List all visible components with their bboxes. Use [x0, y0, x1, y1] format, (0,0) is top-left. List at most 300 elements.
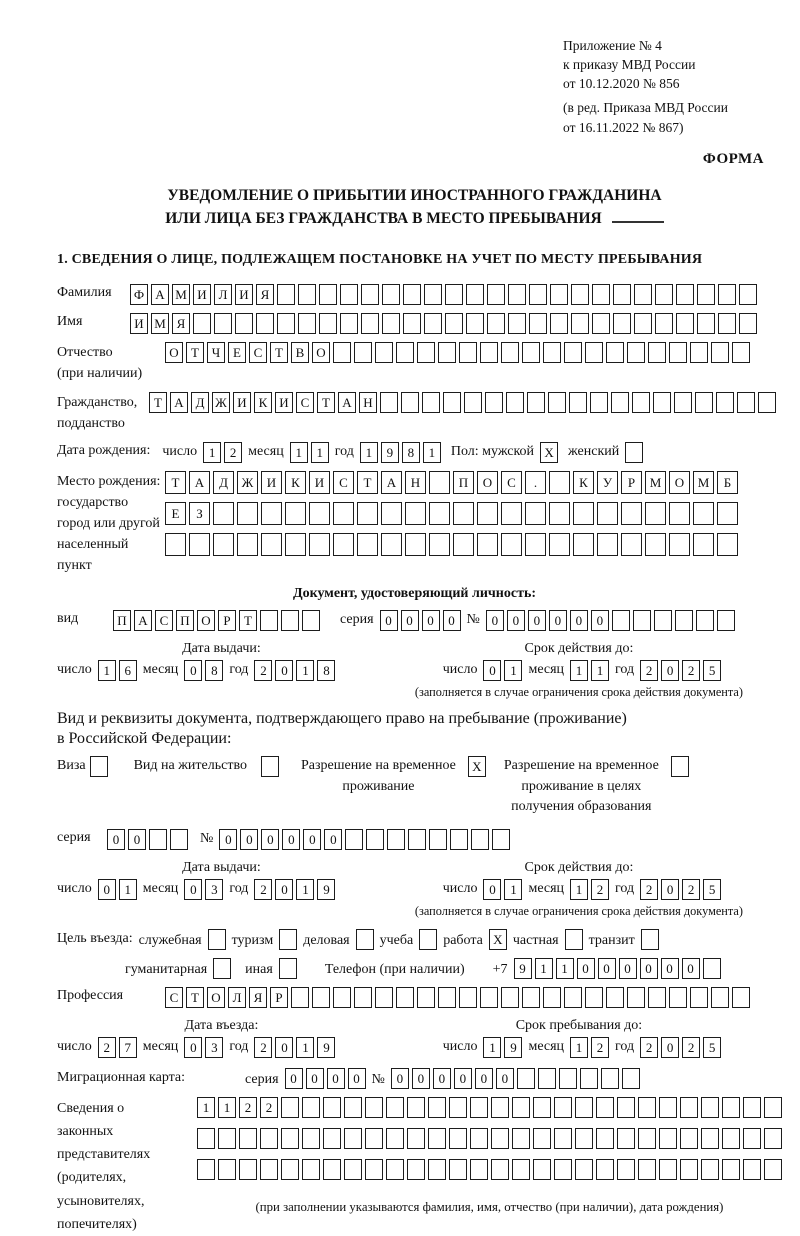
char-box[interactable] — [319, 284, 337, 305]
char-box[interactable]: 0 — [640, 958, 658, 979]
char-box[interactable] — [477, 502, 498, 525]
char-box[interactable]: 8 — [205, 660, 223, 681]
char-box[interactable]: 2 — [640, 879, 658, 900]
char-box[interactable]: А — [151, 284, 169, 305]
char-box[interactable]: О — [312, 342, 330, 363]
char-box[interactable] — [429, 471, 450, 494]
char-box[interactable]: П — [176, 610, 194, 631]
char-box[interactable] — [149, 829, 167, 850]
char-box[interactable] — [466, 313, 484, 334]
char-box[interactable] — [428, 1097, 446, 1118]
char-box[interactable] — [543, 987, 561, 1008]
char-box[interactable]: 8 — [402, 442, 420, 463]
char-box[interactable]: Ж — [212, 392, 230, 413]
char-box[interactable]: Ч — [207, 342, 225, 363]
char-box[interactable] — [533, 1159, 551, 1180]
char-box[interactable]: Л — [214, 284, 232, 305]
char-box[interactable]: 1 — [504, 660, 522, 681]
char-box[interactable] — [701, 1159, 719, 1180]
char-box[interactable] — [424, 284, 442, 305]
char-box[interactable]: 1 — [423, 442, 441, 463]
char-box[interactable] — [386, 1128, 404, 1149]
char-box[interactable]: О — [165, 342, 183, 363]
char-box[interactable] — [344, 1159, 362, 1180]
char-box[interactable] — [239, 1159, 257, 1180]
char-box[interactable]: 0 — [275, 660, 293, 681]
char-box[interactable] — [633, 610, 651, 631]
char-box[interactable] — [453, 533, 474, 556]
char-box[interactable] — [387, 829, 405, 850]
char-box[interactable]: Т — [357, 471, 378, 494]
char-box[interactable] — [424, 313, 442, 334]
char-box[interactable]: 0 — [303, 829, 321, 850]
char-box[interactable] — [693, 533, 714, 556]
char-box[interactable] — [549, 502, 570, 525]
char-box[interactable]: 3 — [205, 1037, 223, 1058]
char-box[interactable] — [764, 1128, 782, 1149]
char-box[interactable] — [260, 1159, 278, 1180]
char-box[interactable] — [590, 392, 608, 413]
char-box[interactable] — [90, 756, 108, 777]
char-box[interactable] — [218, 1159, 236, 1180]
char-box[interactable]: С — [501, 471, 522, 494]
char-box[interactable] — [213, 502, 234, 525]
char-box[interactable] — [533, 1097, 551, 1118]
char-box[interactable]: Т — [165, 471, 186, 494]
char-box[interactable]: 5 — [703, 660, 721, 681]
char-box[interactable] — [405, 502, 426, 525]
char-box[interactable] — [638, 1128, 656, 1149]
char-box[interactable] — [654, 610, 672, 631]
char-box[interactable]: М — [151, 313, 169, 334]
char-box[interactable] — [690, 987, 708, 1008]
char-box[interactable]: Т — [317, 392, 335, 413]
char-box[interactable]: 0 — [184, 660, 202, 681]
char-box[interactable] — [573, 502, 594, 525]
char-box[interactable]: 9 — [317, 1037, 335, 1058]
char-box[interactable] — [585, 342, 603, 363]
char-box[interactable] — [261, 756, 279, 777]
char-box[interactable] — [550, 313, 568, 334]
char-box[interactable] — [193, 313, 211, 334]
char-box[interactable]: 0 — [285, 1068, 303, 1089]
char-box[interactable]: 1 — [311, 442, 329, 463]
char-box[interactable] — [165, 533, 186, 556]
char-box[interactable]: 2 — [254, 660, 272, 681]
char-box[interactable] — [170, 829, 188, 850]
char-box[interactable] — [214, 313, 232, 334]
char-box[interactable] — [365, 1097, 383, 1118]
char-box[interactable]: 0 — [661, 660, 679, 681]
char-box[interactable]: 1 — [218, 1097, 236, 1118]
char-box[interactable] — [365, 1159, 383, 1180]
char-box[interactable] — [565, 929, 583, 950]
char-box[interactable] — [477, 533, 498, 556]
char-box[interactable]: Т — [186, 987, 204, 1008]
char-box[interactable] — [344, 1097, 362, 1118]
char-box[interactable]: 1 — [570, 879, 588, 900]
char-box[interactable]: 0 — [107, 829, 125, 850]
char-box[interactable] — [659, 1159, 677, 1180]
char-box[interactable] — [323, 1097, 341, 1118]
char-box[interactable]: М — [645, 471, 666, 494]
char-box[interactable]: 5 — [703, 879, 721, 900]
char-box[interactable]: 0 — [661, 879, 679, 900]
char-box[interactable]: 0 — [128, 829, 146, 850]
char-box[interactable] — [438, 342, 456, 363]
char-box[interactable] — [617, 1159, 635, 1180]
char-box[interactable] — [585, 987, 603, 1008]
char-box[interactable] — [543, 342, 561, 363]
char-box[interactable] — [281, 1159, 299, 1180]
char-box[interactable]: 0 — [454, 1068, 472, 1089]
char-box[interactable]: И — [235, 284, 253, 305]
char-box[interactable] — [487, 284, 505, 305]
char-box[interactable] — [375, 342, 393, 363]
char-box[interactable] — [323, 1128, 341, 1149]
char-box[interactable] — [501, 342, 519, 363]
char-box[interactable] — [671, 756, 689, 777]
char-box[interactable]: 0 — [324, 829, 342, 850]
char-box[interactable] — [323, 1159, 341, 1180]
char-box[interactable]: О — [197, 610, 215, 631]
char-box[interactable] — [333, 533, 354, 556]
char-box[interactable]: В — [291, 342, 309, 363]
char-box[interactable] — [739, 313, 757, 334]
char-box[interactable]: Т — [186, 342, 204, 363]
char-box[interactable] — [281, 1097, 299, 1118]
char-box[interactable] — [429, 533, 450, 556]
char-box[interactable] — [655, 284, 673, 305]
char-box[interactable] — [382, 313, 400, 334]
char-box[interactable]: 2 — [254, 1037, 272, 1058]
char-box[interactable]: 0 — [443, 610, 461, 631]
char-box[interactable] — [625, 442, 643, 463]
char-box[interactable]: 3 — [205, 879, 223, 900]
char-box[interactable] — [722, 1128, 740, 1149]
char-box[interactable] — [638, 1159, 656, 1180]
char-box[interactable]: Е — [228, 342, 246, 363]
char-box[interactable] — [380, 392, 398, 413]
char-box[interactable]: 0 — [184, 1037, 202, 1058]
char-box[interactable]: 0 — [591, 610, 609, 631]
char-box[interactable] — [506, 392, 524, 413]
char-box[interactable] — [285, 502, 306, 525]
char-box[interactable] — [285, 533, 306, 556]
char-box[interactable] — [302, 610, 320, 631]
char-box[interactable] — [396, 342, 414, 363]
char-box[interactable] — [711, 342, 729, 363]
char-box[interactable]: О — [207, 987, 225, 1008]
char-box[interactable]: Я — [249, 987, 267, 1008]
char-box[interactable] — [701, 1128, 719, 1149]
char-box[interactable] — [403, 284, 421, 305]
char-box[interactable] — [522, 342, 540, 363]
char-box[interactable] — [401, 392, 419, 413]
char-box[interactable] — [375, 987, 393, 1008]
char-box[interactable] — [429, 829, 447, 850]
char-box[interactable] — [690, 342, 708, 363]
char-box[interactable] — [428, 1128, 446, 1149]
char-box[interactable]: 1 — [98, 660, 116, 681]
char-box[interactable]: X — [468, 756, 486, 777]
char-box[interactable] — [501, 502, 522, 525]
char-box[interactable] — [638, 1097, 656, 1118]
char-box[interactable] — [675, 610, 693, 631]
char-box[interactable] — [408, 829, 426, 850]
char-box[interactable] — [239, 1128, 257, 1149]
char-box[interactable]: А — [189, 471, 210, 494]
char-box[interactable]: 0 — [261, 829, 279, 850]
char-box[interactable]: 9 — [504, 1037, 522, 1058]
char-box[interactable]: 1 — [535, 958, 553, 979]
char-box[interactable] — [470, 1097, 488, 1118]
char-box[interactable]: 0 — [682, 958, 700, 979]
char-box[interactable]: К — [254, 392, 272, 413]
char-box[interactable]: О — [669, 471, 690, 494]
char-box[interactable] — [695, 392, 713, 413]
char-box[interactable]: И — [233, 392, 251, 413]
char-box[interactable] — [617, 1128, 635, 1149]
char-box[interactable] — [680, 1159, 698, 1180]
char-box[interactable] — [693, 502, 714, 525]
char-box[interactable] — [333, 987, 351, 1008]
char-box[interactable] — [732, 342, 750, 363]
char-box[interactable] — [344, 1128, 362, 1149]
char-box[interactable] — [696, 610, 714, 631]
char-box[interactable] — [260, 1128, 278, 1149]
char-box[interactable] — [564, 342, 582, 363]
char-box[interactable]: Н — [359, 392, 377, 413]
char-box[interactable] — [764, 1159, 782, 1180]
char-box[interactable] — [218, 1128, 236, 1149]
char-box[interactable]: . — [525, 471, 546, 494]
char-box[interactable] — [333, 502, 354, 525]
char-box[interactable]: Р — [218, 610, 236, 631]
char-box[interactable] — [302, 1128, 320, 1149]
char-box[interactable] — [680, 1128, 698, 1149]
char-box[interactable]: 0 — [240, 829, 258, 850]
char-box[interactable]: 2 — [640, 660, 658, 681]
char-box[interactable]: 0 — [619, 958, 637, 979]
char-box[interactable]: 9 — [317, 879, 335, 900]
char-box[interactable]: И — [275, 392, 293, 413]
char-box[interactable]: Б — [717, 471, 738, 494]
char-box[interactable] — [592, 313, 610, 334]
char-box[interactable] — [491, 1097, 509, 1118]
char-box[interactable]: 0 — [98, 879, 116, 900]
char-box[interactable] — [508, 284, 526, 305]
char-box[interactable] — [501, 533, 522, 556]
char-box[interactable] — [386, 1159, 404, 1180]
char-box[interactable] — [354, 987, 372, 1008]
char-box[interactable] — [669, 987, 687, 1008]
char-box[interactable] — [732, 987, 750, 1008]
char-box[interactable]: 0 — [483, 660, 501, 681]
char-box[interactable] — [279, 929, 297, 950]
char-box[interactable] — [386, 1097, 404, 1118]
char-box[interactable]: А — [134, 610, 152, 631]
char-box[interactable]: М — [693, 471, 714, 494]
char-box[interactable] — [480, 987, 498, 1008]
char-box[interactable]: Т — [149, 392, 167, 413]
char-box[interactable]: С — [155, 610, 173, 631]
char-box[interactable]: 0 — [661, 958, 679, 979]
char-box[interactable] — [564, 987, 582, 1008]
char-box[interactable] — [611, 392, 629, 413]
char-box[interactable]: 1 — [570, 660, 588, 681]
char-box[interactable] — [529, 313, 547, 334]
char-box[interactable] — [722, 1097, 740, 1118]
char-box[interactable]: 1 — [483, 1037, 501, 1058]
char-box[interactable]: 0 — [486, 610, 504, 631]
char-box[interactable] — [597, 533, 618, 556]
char-box[interactable]: 9 — [514, 958, 532, 979]
char-box[interactable]: 1 — [119, 879, 137, 900]
char-box[interactable]: У — [597, 471, 618, 494]
char-box[interactable]: К — [573, 471, 594, 494]
char-box[interactable]: 7 — [119, 1037, 137, 1058]
char-box[interactable] — [596, 1128, 614, 1149]
char-box[interactable] — [508, 313, 526, 334]
char-box[interactable] — [357, 533, 378, 556]
char-box[interactable] — [645, 502, 666, 525]
char-box[interactable] — [669, 342, 687, 363]
char-box[interactable] — [701, 1097, 719, 1118]
char-box[interactable] — [549, 533, 570, 556]
char-box[interactable] — [592, 284, 610, 305]
char-box[interactable] — [261, 533, 282, 556]
char-box[interactable]: 0 — [598, 958, 616, 979]
char-box[interactable] — [743, 1097, 761, 1118]
char-box[interactable]: Р — [270, 987, 288, 1008]
char-box[interactable] — [361, 284, 379, 305]
char-box[interactable] — [512, 1128, 530, 1149]
char-box[interactable]: 1 — [591, 660, 609, 681]
char-box[interactable]: 0 — [282, 829, 300, 850]
char-box[interactable] — [680, 1097, 698, 1118]
char-box[interactable] — [445, 284, 463, 305]
char-box[interactable]: 2 — [591, 879, 609, 900]
char-box[interactable] — [575, 1159, 593, 1180]
char-box[interactable] — [634, 313, 652, 334]
char-box[interactable]: X — [540, 442, 558, 463]
char-box[interactable] — [653, 392, 671, 413]
char-box[interactable] — [382, 284, 400, 305]
char-box[interactable] — [356, 929, 374, 950]
char-box[interactable] — [512, 1097, 530, 1118]
char-box[interactable] — [312, 987, 330, 1008]
char-box[interactable]: Я — [256, 284, 274, 305]
char-box[interactable]: 2 — [682, 660, 700, 681]
char-box[interactable] — [407, 1128, 425, 1149]
char-box[interactable] — [743, 1128, 761, 1149]
char-box[interactable] — [340, 313, 358, 334]
char-box[interactable] — [197, 1128, 215, 1149]
char-box[interactable]: Д — [213, 471, 234, 494]
char-box[interactable]: 2 — [98, 1037, 116, 1058]
char-box[interactable] — [357, 502, 378, 525]
char-box[interactable] — [622, 1068, 640, 1089]
char-box[interactable]: П — [453, 471, 474, 494]
char-box[interactable]: 2 — [260, 1097, 278, 1118]
char-box[interactable]: А — [381, 471, 402, 494]
char-box[interactable]: 1 — [197, 1097, 215, 1118]
char-box[interactable] — [449, 1097, 467, 1118]
char-box[interactable] — [449, 1128, 467, 1149]
char-box[interactable] — [417, 342, 435, 363]
char-box[interactable]: И — [309, 471, 330, 494]
char-box[interactable] — [739, 284, 757, 305]
char-box[interactable] — [743, 1159, 761, 1180]
char-box[interactable] — [449, 1159, 467, 1180]
char-box[interactable] — [722, 1159, 740, 1180]
char-box[interactable] — [522, 987, 540, 1008]
char-box[interactable] — [674, 392, 692, 413]
char-box[interactable] — [429, 502, 450, 525]
char-box[interactable]: 2 — [591, 1037, 609, 1058]
char-box[interactable]: 0 — [496, 1068, 514, 1089]
char-box[interactable] — [365, 1128, 383, 1149]
char-box[interactable] — [354, 342, 372, 363]
char-box[interactable] — [718, 284, 736, 305]
char-box[interactable] — [237, 502, 258, 525]
char-box[interactable] — [648, 342, 666, 363]
char-box[interactable]: 0 — [570, 610, 588, 631]
char-box[interactable]: 0 — [391, 1068, 409, 1089]
char-box[interactable]: 0 — [433, 1068, 451, 1089]
char-box[interactable] — [632, 392, 650, 413]
char-box[interactable]: 2 — [239, 1097, 257, 1118]
char-box[interactable]: 0 — [275, 1037, 293, 1058]
char-box[interactable] — [612, 610, 630, 631]
char-box[interactable]: Р — [621, 471, 642, 494]
char-box[interactable] — [256, 313, 274, 334]
char-box[interactable]: З — [189, 502, 210, 525]
char-box[interactable]: 6 — [119, 660, 137, 681]
char-box[interactable]: 0 — [549, 610, 567, 631]
char-box[interactable]: 0 — [184, 879, 202, 900]
char-box[interactable] — [764, 1097, 782, 1118]
char-box[interactable] — [487, 313, 505, 334]
char-box[interactable] — [548, 392, 566, 413]
char-box[interactable] — [554, 1128, 572, 1149]
char-box[interactable] — [718, 313, 736, 334]
char-box[interactable]: 0 — [401, 610, 419, 631]
char-box[interactable] — [279, 958, 297, 979]
char-box[interactable] — [309, 533, 330, 556]
char-box[interactable]: С — [249, 342, 267, 363]
char-box[interactable] — [277, 284, 295, 305]
char-box[interactable] — [281, 610, 299, 631]
char-box[interactable]: 2 — [224, 442, 242, 463]
char-box[interactable]: 1 — [360, 442, 378, 463]
char-box[interactable] — [302, 1097, 320, 1118]
char-box[interactable] — [627, 987, 645, 1008]
char-box[interactable] — [298, 313, 316, 334]
char-box[interactable] — [422, 392, 440, 413]
char-box[interactable] — [237, 533, 258, 556]
char-box[interactable]: 0 — [219, 829, 237, 850]
char-box[interactable]: 0 — [483, 879, 501, 900]
char-box[interactable]: X — [489, 929, 507, 950]
char-box[interactable] — [492, 829, 510, 850]
char-box[interactable] — [501, 987, 519, 1008]
char-box[interactable]: И — [193, 284, 211, 305]
char-box[interactable]: 0 — [306, 1068, 324, 1089]
char-box[interactable] — [613, 313, 631, 334]
char-box[interactable] — [213, 533, 234, 556]
